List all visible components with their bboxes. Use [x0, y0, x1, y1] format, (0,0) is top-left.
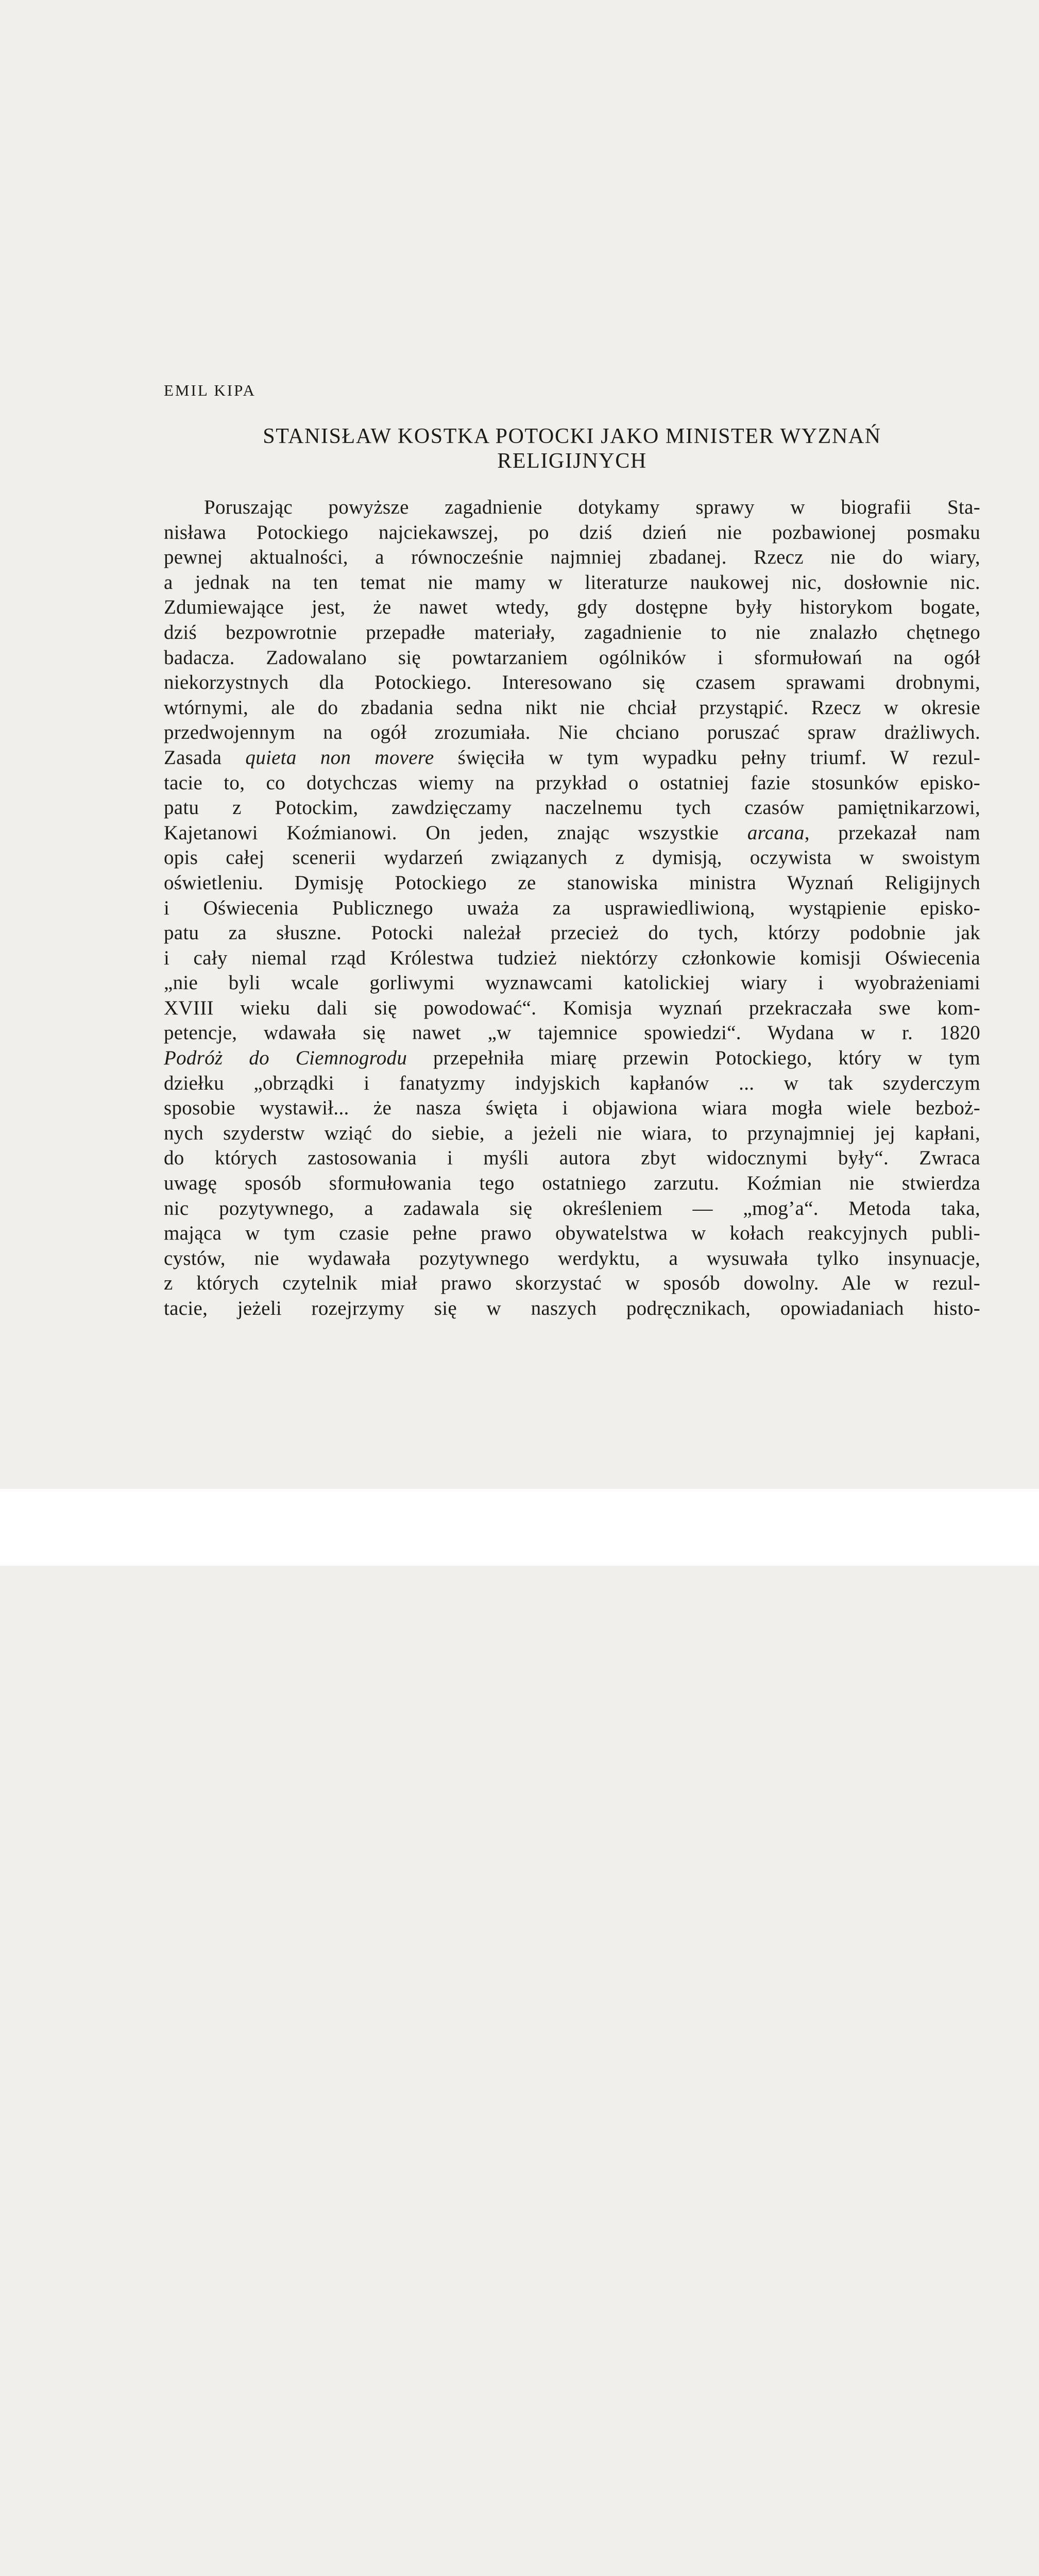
text-line: a jednak na ten temat nie mamy w literaturze naukowej nic, dosłownie nic. — [164, 571, 980, 594]
article-body — [164, 495, 980, 1321]
italic-phrase: Podróż do Ciemnogrodu — [164, 1047, 407, 1070]
text-segment: Zasada — [164, 746, 246, 769]
text-line: oświetleniu. Dymisję Potockiego ze stanowiska ministra Wyznań Religijnych — [164, 871, 980, 894]
text-line: XVIII wieku dali się powodować“. Komisja wyznań przekraczała swe kom- — [164, 996, 980, 1019]
italic-phrase: quieta non movere — [245, 746, 434, 769]
text-line: przedwojennym na ogół zrozumiała. Nie chciano poruszać spraw drażliwych. — [164, 721, 980, 744]
text-line: cystów, nie wydawała pozytywnego werdyktu, a wysuwała tylko insynuacje, — [164, 1247, 980, 1269]
text-segment: Kajetanowi Koźmianowi. On jeden, znając wszystkie — [164, 821, 747, 844]
text-segment: , przekazał nam — [804, 821, 980, 844]
text-line: tacie, jeżeli rozejrzymy się w naszych podręcznikach, opowiadaniach histo- — [164, 1297, 980, 1319]
text-line: pewnej aktualności, a równocześnie najmniej zbadanej. Rzecz nie do wiary, — [164, 546, 980, 569]
text-line: sposobie wystawił... że nasza święta i objawiona wiara mogła wiele bezboż- — [164, 1097, 980, 1120]
text-line: badacza. Zadowalano się powtarzaniem ogólników i sformułowań na ogół — [164, 646, 980, 669]
article-title — [164, 424, 980, 473]
italic-phrase: arcana — [747, 821, 805, 844]
text-line: patu za słuszne. Potocki należał przecież do tych, którzy podobnie jak — [164, 922, 980, 944]
text-line: dziś bezpowrotnie przepadłe materiały, zagadnienie to nie znalazło chętnego — [164, 621, 980, 643]
text-segment: przepełniła miarę przewin Potockiego, który w tym — [407, 1047, 981, 1070]
text-line: wtórnymi, ale do zbadania sedna nikt nie chciał przystąpić. Rzecz w okresie — [164, 696, 980, 719]
text-line: patu z Potockim, zawdzięczamy naczelnemu tych czasów pamiętnikarzowi, — [164, 796, 980, 819]
text-line: do których zastosowania i myśli autora zbyt widocznymi były“. Zwraca — [164, 1147, 980, 1170]
text-line: dziełku „obrządki i fanatyzmy indyjskich kapłanów ... w tak szyderczym — [164, 1072, 980, 1094]
text-line: i Oświecenia Publicznego uważa za usprawiedliwioną, wystąpienie episko- — [164, 896, 980, 919]
text-line: tacie to, co dotychczas wiemy na przykład o ostatniej fazie stosunków episko- — [164, 771, 980, 794]
text-line: i cały niemal rząd Królestwa tudzież niektórzy członkowie komisji Oświecenia — [164, 946, 980, 969]
footer-bar — [0, 1489, 1039, 1566]
title-line-2: RELIGIJNYCH — [497, 449, 647, 473]
text-line: z których czytelnik miał prawo skorzystać w sposób dowolny. Ale w rezul- — [164, 1272, 980, 1295]
text-line: niekorzystnych dla Potockiego. Interesowano się czasem sprawami drobnymi, — [164, 671, 980, 694]
title-line-1: STANISŁAW KOSTKA POTOCKI JAKO MINISTER WYZNAŃ — [263, 425, 881, 448]
text-line — [164, 1046, 980, 1071]
text-line: opis całej scenerii wydarzeń związanych z dymisją, oczywista w swoistym — [164, 846, 980, 869]
text-line: Zdumiewające jest, że nawet wtedy, gdy dostępne były historykom bogate, — [164, 596, 980, 619]
text-segment: święciła w tym wypadku pełny triumf. W rezul- — [434, 746, 980, 769]
text-line: „nie byli wcale gorliwymi wyznawcami katolickiej wiary i wyobrażeniami — [164, 972, 980, 994]
text-line — [164, 745, 980, 771]
text-line — [164, 821, 980, 846]
text-line: petencje, wdawała się nawet „w tajemnice spowiedzi“. Wydana w r. 1820 — [164, 1022, 980, 1044]
text-line: nic pozytywnego, a zadawala się określeniem — „mog’a“. Metoda taka, — [164, 1197, 980, 1219]
text-line: uwagę sposób sformułowania tego ostatniego zarzutu. Koźmian nie stwierdza — [164, 1172, 980, 1195]
author-name: EMIL KIPA — [164, 381, 256, 399]
text-line: nych szyderstw wziąć do siebie, a jeżeli nie wiara, to przynajmniej jej kapłani, — [164, 1122, 980, 1144]
text-line: Poruszając powyższe zagadnienie dotykamy sprawy w biografii Sta- — [204, 496, 980, 518]
text-line: mająca w tym czasie pełne prawo obywatelstwa w kołach reakcyjnych publi- — [164, 1222, 980, 1245]
text-line: nisława Potockiego najciekawszej, po dziś dzień nie pozbawionej posmaku — [164, 521, 980, 544]
